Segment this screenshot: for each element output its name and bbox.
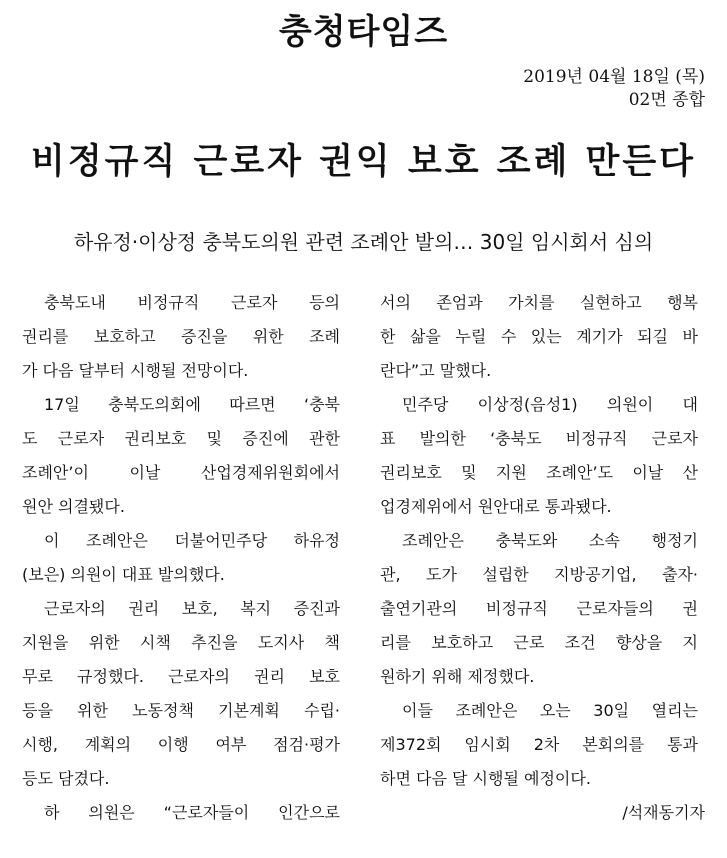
text-line: 근로자의 권리 보호, 복지 증진과: [44, 599, 340, 618]
text-line: 서의 존엄과 가치를 실현하고 행복: [380, 293, 698, 312]
text-line: 도 근로자 권리보호 및 증진에 관한: [22, 429, 340, 448]
article-subhead: 하유정·이상정 충북도의원 관련 조례안 발의… 30일 임시회서 심의: [73, 230, 654, 254]
text-line: 표 발의한 ‘충북도 비정규직 근로자: [380, 429, 698, 448]
text-line: 17일 충북도의회에 따르면 ‘충북: [44, 395, 340, 414]
text-line: 원안 의결됐다.: [22, 497, 125, 516]
text-line: 출연기관의 비정규직 근로자들의 권: [380, 599, 698, 618]
text-line: 권리보호 및 지원 조례안’도 이날 산: [380, 463, 698, 482]
newspaper-masthead: 충청타임즈: [278, 12, 449, 52]
text-line: 조례안’이 이날 산업경제위원회에서: [22, 463, 340, 482]
text-line: 시행, 계획의 이행 여부 점검·평가: [22, 735, 340, 754]
text-line: 민주당 이상정(음성1) 의원이 대: [402, 395, 698, 414]
text-line: 리를 보호하고 근로 조건 향상을 지: [380, 633, 698, 652]
article-headline: 비정규직 근로자 권익 보호 조례 만든다: [31, 142, 696, 182]
text-line: 제372회 임시회 2차 본회의를 통과: [380, 735, 698, 754]
dateline: [523, 66, 705, 112]
text-line: 지원을 위한 시책 추진을 도지사 책: [22, 633, 340, 652]
page-section: 02면 종합: [628, 90, 705, 110]
text-line: 권리를 보호하고 증진을 위한 조례: [22, 327, 340, 346]
text-line: 한 삶을 누릴 수 있는 계기가 되길 바: [380, 327, 698, 346]
text-line: 등도 담겼다.: [22, 769, 110, 788]
text-line: 원하기 위해 제정했다.: [380, 667, 535, 686]
text-line: 하 의원은 “근로자들이 인간으로: [44, 803, 340, 822]
article-column-left: [22, 286, 340, 830]
text-line: 하면 다음 달 시행될 예정이다.: [380, 769, 591, 788]
text-line: 무로 규정했다. 근로자의 권리 보호: [22, 667, 340, 686]
text-line: 가 다음 달부터 시행될 전망이다.: [22, 361, 249, 380]
article-column-right: [380, 286, 698, 796]
text-line: 등을 위한 노동정책 기본계획 수립·: [22, 701, 340, 720]
text-line: 이들 조례안은 오는 30일 열리는: [402, 701, 698, 720]
text-line: (보은) 의원이 대표 발의했다.: [22, 565, 225, 584]
text-line: 조례안은 충북도와 소속 행정기: [402, 531, 698, 550]
reporter-byline: /석재동기자: [622, 803, 705, 822]
text-line: 업경제위에서 원안대로 통과됐다.: [380, 497, 612, 516]
text-line: 이 조례안은 더불어민주당 하유정: [44, 531, 340, 550]
publication-date: 2019년 04월 18일 (목): [523, 67, 705, 87]
text-line: 충북도내 비정규직 근로자 등의: [44, 293, 340, 312]
text-line: 란다”고 말했다.: [380, 361, 492, 380]
text-line: 관, 도가 설립한 지방공기업, 출자·: [380, 565, 698, 584]
